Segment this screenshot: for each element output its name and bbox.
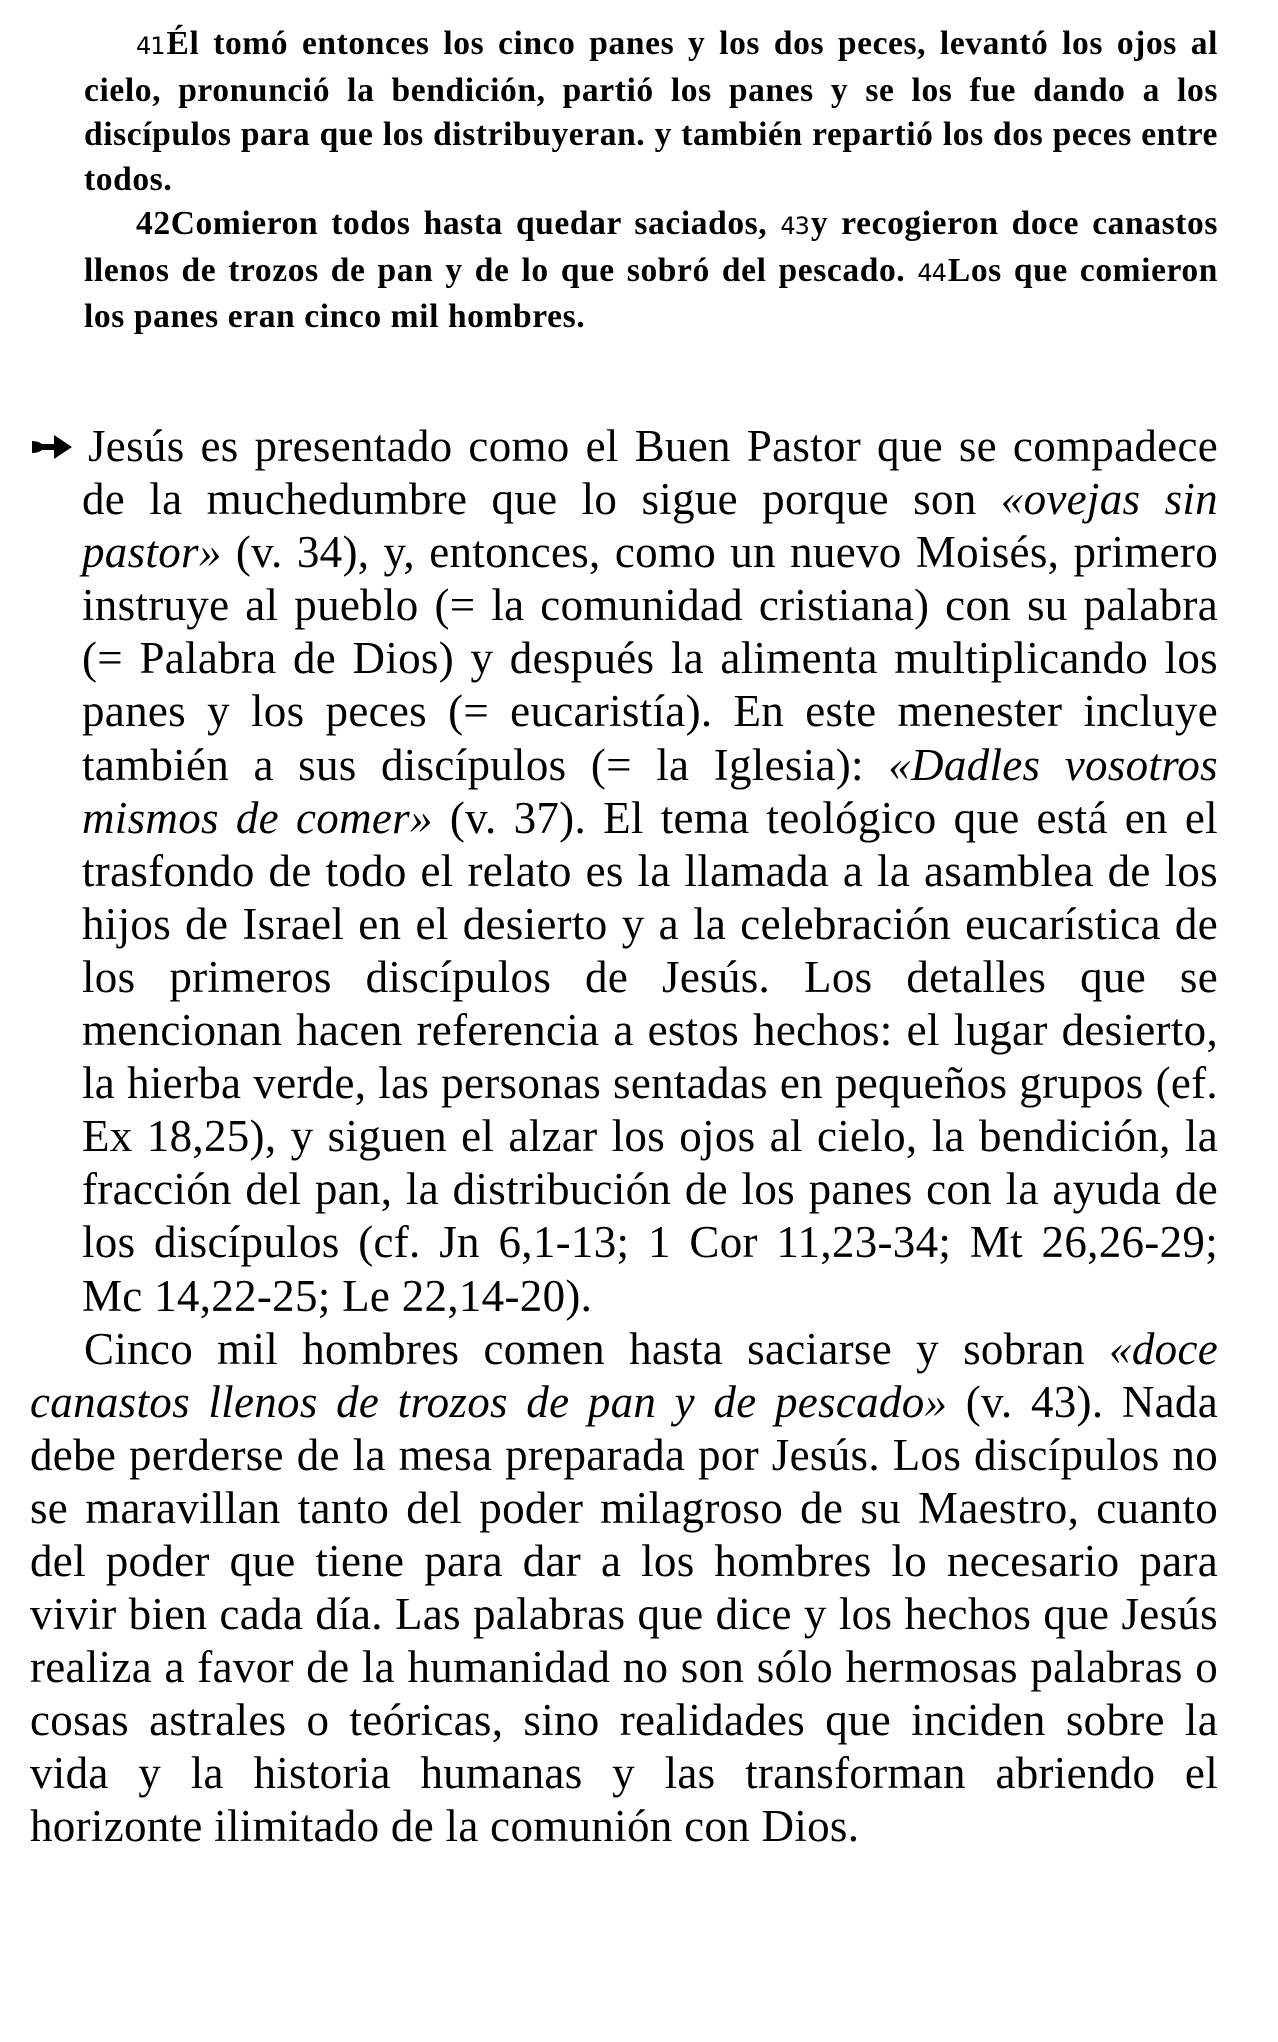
commentary-p1-text-c: (v. 37). El tema teológico que está en el trasfondo de todo el relato es la llamada a la asamblea de los hijos de Israel en el desierto y a la celebración eucarística de los primeros discípulos de Jesús. Los detalles que se mencionan hacen referencia a estos hechos: el lugar desierto, la hierba verde, las personas sentadas en pequeños grupos (ef. Ex 18,25), y siguen el alzar los ojos al cielo, la bendición, la fracción del pan, la distribución de los panes con la ayuda de los discípulos (cf. Jn 6,1-13; 1 Cor 11,23-34; Mt 26,26-29; Mc 14,22-25; Le 22,14-20). (82, 792, 1218, 1321)
commentary-paragraph-1 (30, 420, 1218, 1323)
quote-doce-canastos: «doce canastos llenos de trozos de pan y de pescado» (30, 1323, 1218, 1427)
verse-42-44-paragraph (84, 202, 1218, 340)
right-arrow-icon (30, 432, 74, 462)
verse-42-text: Comieron todos hasta quedar saciados, (170, 205, 768, 242)
scripture-passage (84, 22, 1218, 340)
commentary-p1-text-a: Jesús es presentado como el Buen Pastor que se compadece de la muchedumbre que lo sigue porque son (82, 421, 1218, 525)
verse-43-text: y recogieron doce canastos llenos de trozos de pan y de lo que sobró del pescado. (84, 205, 1218, 289)
verse-number-42: 42 (136, 205, 171, 242)
verse-number-43: 43 (780, 212, 809, 240)
verse-number-44: 44 (917, 258, 946, 287)
quote-ovejas-sin-pastor: «ovejas sin pastor» (82, 474, 1218, 578)
verse-41-paragraph (84, 22, 1218, 202)
verse-44-text: Los que comieron los panes eran cinco mil hombres. (84, 251, 1218, 335)
commentary-p2-text-b: (v. 43). Nada debe perderse de la mesa preparada por Jesús. Los discípulos no se maravillan tanto del poder milagroso de su Maestro, cuanto del poder que tiene para dar a los hombres lo necesario para vivir bien cada día. Las palabras que dice y los hechos que Jesús realiza a favor de la humanidad no son sólo hermosas palabras o cosas astrales o teóricas, sino realidades que inciden sobre la vida y la historia humanas y las transforman abriendo el horizonte ilimitado de la comunión con Dios. (30, 1376, 1218, 1852)
commentary-p1-text-b: (v. 34), y, entonces, como un nuevo Moisés, primero instruye al pueblo (= la comunidad cristiana) con su palabra (= Palabra de Dios) y después la alimenta multiplicando los panes y los peces (= eucaristía). En este menester incluye también a sus discípulos (= la Iglesia): (82, 527, 1218, 790)
verse-41-text: Él tomó entonces los cinco panes y los dos peces, levantó los ojos al cielo, pronunció la bendición, partió los panes y se los fue dando a los discípulos para que los distribuyeran. y también repartió los dos peces entre todos. (84, 25, 1218, 198)
commentary-p2-text-a: Cinco mil hombres comen hasta saciarse y sobran (84, 1323, 1110, 1374)
quote-dadles-de-comer: «Dadles vosotros mismos de comer» (82, 739, 1218, 843)
commentary-paragraph-2 (30, 1323, 1218, 1854)
verse-number-41: 41 (136, 32, 165, 60)
commentary-section (30, 420, 1218, 1854)
